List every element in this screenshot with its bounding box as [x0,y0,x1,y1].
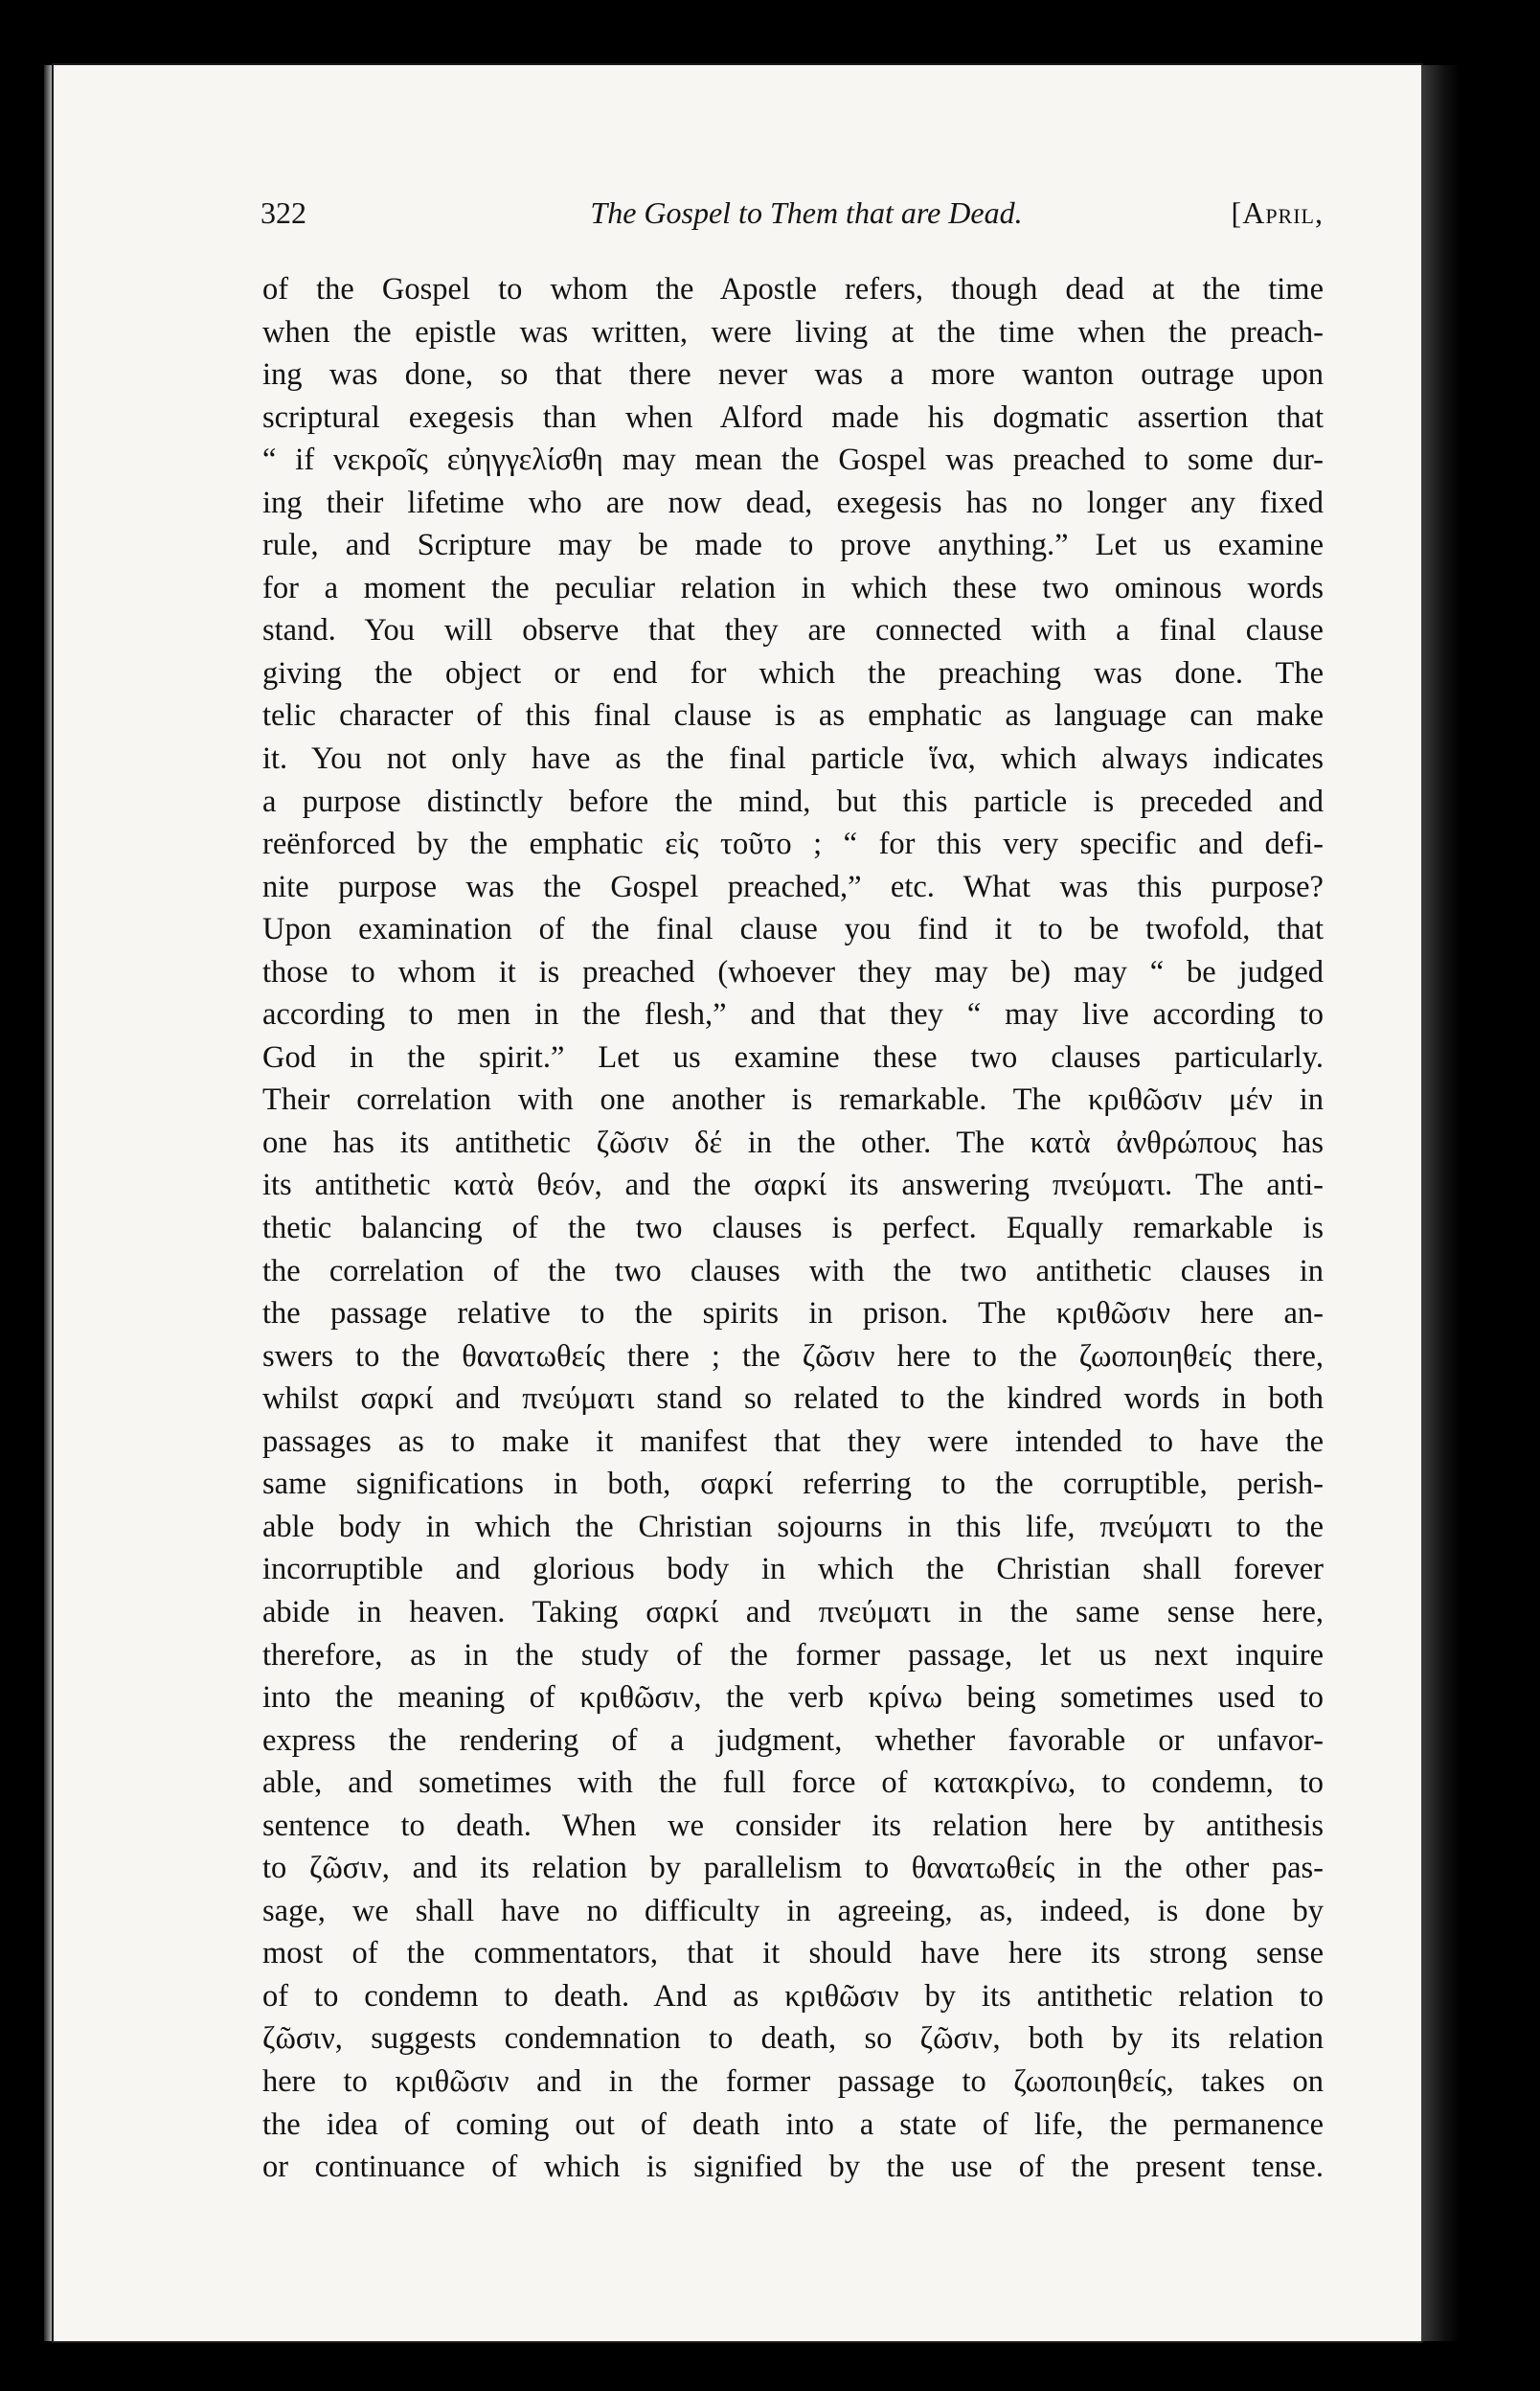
text-line: ing their lifetime who are now dead, exegesis has no longer any fixed [262,485,1324,520]
text-line: the passage relative to the spirits in prison. The κριθῶσιν here an- [262,1296,1324,1332]
text-line: sage, we shall have no difficulty in agreeing, as, indeed, is done by [262,1893,1324,1928]
text-line: incorruptible and glorious body in which the Christian shall forever [262,1552,1324,1587]
book-gutter-shadow [1421,65,1460,2341]
text-line: passages as to make it manifest that they were intended to have the [262,1423,1324,1459]
text-line: the correlation of the two clauses with the two antithetic clauses in [262,1253,1324,1288]
text-line: here to κριθῶσιν and in the former passage to ζωοποιηθείς, takes on [262,2063,1324,2099]
text-line: able, and sometimes with the full force of κατακρίνω, to condemn, to [262,1765,1324,1801]
text-line: nite purpose was the Gospel preached,” etc. What was this purpose? [262,869,1324,904]
text-line: of the Gospel to whom the Apostle refers, though dead at the time [262,272,1324,307]
text-line: abide in heaven. Taking σαρκί and πνεύματι in the same sense here, [262,1594,1324,1629]
text-line: into the meaning of κριθῶσιν, the verb κρίνω being sometimes used to [262,1680,1324,1716]
text-line: ζῶσιν, suggests condemnation to death, so ζῶσιν, both by its relation [262,2021,1324,2057]
body-text [262,268,1324,2189]
text-line: its antithetic κατὰ θεόν, and the σαρκί its answering πνεύματι. The anti- [262,1168,1324,1203]
text-line: one has its antithetic ζῶσιν δέ in the other. The κατὰ ἀνθρώπους has [262,1125,1324,1160]
text-line: or continuance of which is signified by the use of the present tense. [262,2150,1324,2185]
page-number: 322 [260,195,306,230]
text-line: able body in which the Christian sojourns in this life, πνεύματι to the [262,1509,1324,1544]
text-line: reënforced by the emphatic εἰς τοῦτο ; “ for this very specific and defi- [262,827,1324,862]
text-line: therefore, as in the study of the former passage, let us next inquire [262,1637,1324,1673]
text-line: same significations in both, σαρκί referring to the corruptible, perish- [262,1467,1324,1502]
text-line: swers to the θανατωθείς there ; the ζῶσιν here to the ζωοποιηθείς there, [262,1338,1324,1374]
running-month: [April, [1231,195,1324,230]
text-line: whilst σαρκί and πνεύματι stand so related to the kindred words in both [262,1381,1324,1417]
text-line: “ if νεκροῖς εὐηγγελίσθη may mean the Gospel was preached to some dur- [262,443,1324,478]
text-line: telic character of this final clause is as emphatic as language can make [262,698,1324,734]
text-line: God in the spirit.” Let us examine these two clauses particularly. [262,1039,1324,1075]
text-line: rule, and Scripture may be made to prove anything.” Let us examine [262,528,1324,563]
text-line: the idea of coming out of death into a state of life, the permanence [262,2106,1324,2142]
text-line: for a moment the peculiar relation in which these two ominous words [262,570,1324,605]
text-line: express the rendering of a judgment, whether favorable or unfavor- [262,1722,1324,1758]
text-line: a purpose distinctly before the mind, but this particle is preceded and [262,784,1324,819]
text-line: according to men in the flesh,” and that they “ may live according to [262,997,1324,1033]
text-line: giving the object or end for which the preaching was done. The [262,655,1324,691]
running-header [260,195,1324,243]
text-line: it. You not only have as the final particle ἵνα, which always indicates [262,741,1324,777]
text-line: those to whom it is preached (whoever they may be) may “ be judged [262,954,1324,990]
running-title: The Gospel to Them that are Dead. [590,195,1023,230]
text-line: most of the commentators, that it should have here its strong sense [262,1936,1324,1971]
text-line: when the epistle was written, were living at the time when the preach- [262,314,1324,350]
text-line: sentence to death. When we consider its relation here by antithesis [262,1808,1324,1843]
text-line: of to condemn to death. And as κριθῶσιν by its antithetic relation to [262,1978,1324,2014]
text-line: Their correlation with one another is remarkable. The κριθῶσιν μέν in [262,1082,1324,1118]
text-line: Upon examination of the final clause you find it to be twofold, that [262,912,1324,947]
text-line: scriptural exegesis than when Alford made his dogmatic assertion that [262,399,1324,435]
text-line: to ζῶσιν, and its relation by parallelism to θανατωθείς in the other pas- [262,1851,1324,1886]
text-line: stand. You will observe that they are connected with a final clause [262,613,1324,649]
text-line: thetic balancing of the two clauses is perfect. Equally remarkable is [262,1211,1324,1246]
text-line: ing was done, so that there never was a more wanton outrage upon [262,357,1324,393]
